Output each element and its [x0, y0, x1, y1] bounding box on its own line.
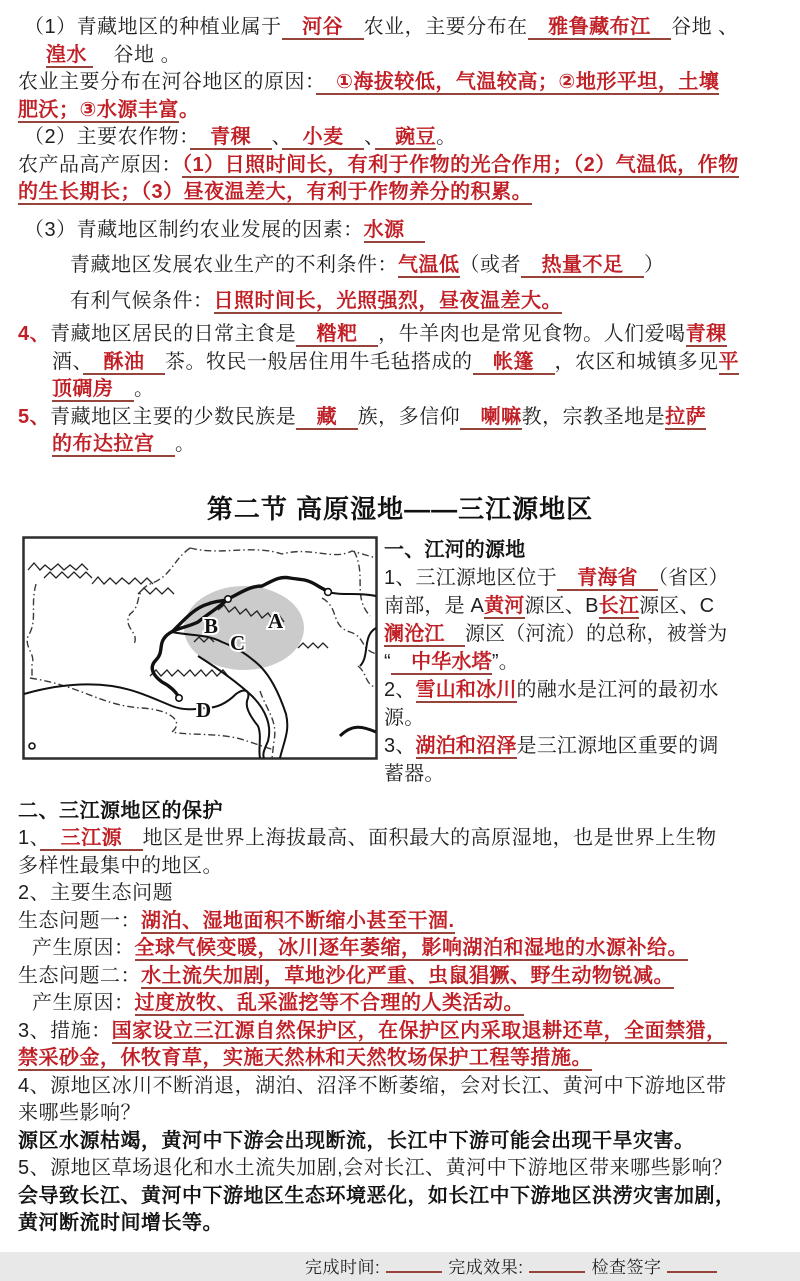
text-line [32, 990, 792, 1018]
answer-text: 肥沃；③水源丰富 [18, 99, 179, 123]
text-run: 。 [175, 433, 196, 455]
text-run: 一、江河的源地 [384, 539, 525, 561]
section-agriculture-notes [0, 0, 800, 459]
text-line [384, 760, 800, 788]
answer-text: 帐篷 [473, 351, 555, 375]
text-run: 、 [364, 126, 375, 148]
text-line [18, 908, 792, 936]
text-run: ，农区和城镇多见 [555, 351, 719, 373]
text-line [384, 732, 800, 760]
text-line [24, 217, 792, 245]
text-line [384, 620, 800, 648]
text-run: 生态问题一： [18, 910, 141, 932]
text-line [18, 1155, 792, 1183]
text-line [18, 1100, 792, 1128]
text-line [18, 1018, 792, 1046]
text-line [52, 431, 792, 459]
text-run: 蓄器。 [384, 763, 445, 785]
text-run: “ [384, 651, 391, 673]
text-run: 青藏地区发展农业生产的不利条件： [70, 254, 398, 276]
text-line [18, 963, 792, 991]
answer-text: 湖泊和沼泽 [416, 735, 517, 759]
text-run: ，牛羊肉也是常见食物。人们爱喝 [378, 323, 686, 345]
text-run: 有利气候条件： [70, 290, 214, 312]
answer-text: 拉萨 [665, 406, 706, 430]
text-run: 2、 [384, 679, 416, 701]
text-run: 青藏地区居民的日常主食是 [50, 323, 296, 345]
text-run: 生态问题二： [18, 965, 141, 987]
text-run: 源区水源枯竭，黄河中下游会出现断流，长江中下游可能会出现干旱灾害。 [18, 1130, 695, 1152]
text-line [70, 288, 792, 316]
answer-text: 青稞 [686, 323, 727, 347]
text-run: 源区、C [639, 595, 714, 617]
text-line [24, 14, 792, 42]
text-line [18, 1183, 792, 1211]
text-line [384, 648, 800, 676]
answer-text: 湖泊、湿地面积不断缩小甚至干涸. [141, 910, 455, 934]
blank-underline [529, 1256, 585, 1273]
text-run: 是三江源地区重要的调 [517, 735, 719, 757]
text-run: 二、三江源地区的保护 [18, 800, 223, 822]
text-run: 2、主要生态问题 [18, 882, 173, 904]
text-run: 。 [179, 99, 200, 121]
answer-text: 日照时间长，光照强烈，昼夜温差大。 [214, 290, 563, 314]
map-and-notes-columns [0, 536, 800, 788]
text-line [384, 536, 800, 564]
page-footer [0, 1254, 800, 1281]
text-run: 青藏地区主要的少数民族是 [50, 406, 296, 428]
answer-text: 青稞 [190, 126, 272, 150]
text-line [384, 564, 800, 592]
text-line [18, 179, 792, 207]
text-line [18, 152, 792, 180]
text-line [32, 935, 792, 963]
text-run: 、 [272, 126, 283, 148]
blank-underline [667, 1256, 717, 1273]
text-run: 1、 [18, 827, 40, 849]
answer-text: 中华水塔 [391, 651, 492, 675]
text-line [24, 124, 792, 152]
text-run: （省区） [658, 567, 729, 589]
river-sources-notes-column [378, 536, 800, 788]
answer-text: 的生长期长；（3）昼夜温差大，有利于作物养分的积累。 [18, 181, 532, 205]
text-run: 农业主要分布在河谷地区的原因： [18, 71, 316, 93]
text-run: （或者 [460, 254, 522, 276]
text-line [18, 880, 792, 908]
answer-text: 气温低 [398, 254, 460, 278]
answer-text: 的布达拉宫 [52, 433, 175, 457]
text-run: 4、源地区冰川不断消退，湖泊、沼泽不断萎缩，会对长江、黄河中下游地区带 [18, 1075, 727, 1097]
answer-text: 喇嘛 [460, 406, 522, 430]
answer-text: 三江源 [40, 827, 143, 851]
text-line [18, 798, 792, 826]
text-run: 产生原因： [32, 937, 135, 959]
text-run: 地区是世界上海拔最高、面积最大的高原湿地，也是世界上生物 [143, 827, 717, 849]
text-line [384, 704, 800, 732]
text-run: 黄河断流时间增长等。 [18, 1212, 223, 1234]
text-run: （1）青藏地区的种植业属于 [24, 16, 282, 38]
answer-text: （1）日照时间长，有利于作物的光合作用；（2）气温低，作物 [182, 154, 739, 178]
text-run: 1、三江源地区位于 [384, 567, 557, 589]
answer-text: 国家设立三江源自然保护区，在保护区内采取退耕还草，全面禁猎， [112, 1020, 727, 1044]
text-run: 5、 [18, 406, 50, 428]
answer-text: 小麦 [282, 126, 364, 150]
text-run: 会导致长江、黄河中下游地区生态环境恶化，如长江中下游地区洪涝灾害加剧， [18, 1185, 736, 1207]
text-line [18, 321, 792, 349]
text-run: 茶。牧民一般居住用牛毛毡搭成的 [165, 351, 473, 373]
text-run: 教，宗教圣地是 [522, 406, 666, 428]
text-line [18, 404, 792, 432]
text-run: 源区（河流）的总称，被誉为 [465, 623, 728, 645]
section-title: 第二节 高原湿地——三江源地区 [0, 489, 800, 526]
answer-text: 黄河 [484, 595, 524, 619]
answer-text: 长江 [599, 595, 639, 619]
text-run: 谷地 、 [671, 16, 739, 38]
answer-text: 澜沧江 [384, 623, 465, 647]
text-line [18, 69, 792, 97]
text-line [384, 592, 800, 620]
answer-text: 水源 [364, 219, 426, 243]
text-line [18, 853, 792, 881]
answer-text: 青海省 [557, 567, 658, 591]
text-run: ） [644, 254, 665, 276]
text-line [52, 376, 792, 404]
text-run: 来哪些影响？ [18, 1102, 141, 1124]
map-figure [0, 536, 378, 765]
answer-text: 雪山和冰川 [416, 679, 517, 703]
text-run: 4、 [18, 323, 50, 345]
map-label-b-yangtze-river: B [204, 614, 218, 638]
text-run: （2）主要农作物： [24, 126, 190, 148]
text-run: ”。 [492, 651, 519, 673]
text-line [18, 1210, 792, 1238]
text-line [18, 1128, 792, 1156]
text-run: 3、 [384, 735, 416, 757]
text-line [305, 1254, 800, 1281]
text-line [18, 1073, 792, 1101]
answer-text: 河谷 [282, 16, 364, 40]
text-line [46, 42, 792, 70]
text-run: 谷地 。 [93, 44, 181, 66]
answer-text: 全球气候变暖，冰川逐年萎缩，影响湖泊和湿地的水源补给。 [135, 937, 689, 961]
answer-text: 禁采砂金，休牧育草，实施天然林和天然牧场保护工程等措施。 [18, 1047, 592, 1071]
text-line [384, 676, 800, 704]
text-run: 农业，主要分布在 [364, 16, 528, 38]
text-line [18, 825, 792, 853]
text-run: （3）青藏地区制约农业发展的因素： [24, 219, 364, 241]
map-label-c-lancang-river: C [230, 631, 245, 655]
text-run: 源。 [384, 707, 424, 729]
text-run: 5、源地区草场退化和水土流失加剧,会对长江、黄河中下游地区带来哪些影响？ [18, 1157, 733, 1179]
text-run: 源区、B [525, 595, 599, 617]
text-line [18, 97, 792, 125]
text-run: 的融水是江河的最初水 [517, 679, 719, 701]
text-run: 多样性最集中的地区。 [18, 855, 223, 877]
map-label-d-river: D [196, 698, 211, 722]
text-line [70, 252, 792, 280]
answer-text: ①海拔较低，气温较高；②地形平坦，土壤 [316, 71, 720, 95]
answer-text: 酥油 [83, 351, 165, 375]
answer-text: 顶碉房 [52, 378, 134, 402]
text-line [52, 349, 792, 377]
answer-text: 豌豆 [375, 126, 437, 150]
text-run: 完成效果: [448, 1258, 523, 1277]
answer-text: 热量不足 [521, 254, 644, 278]
text-run: 产生原因： [32, 992, 135, 1014]
text-run: 。 [436, 126, 457, 148]
answer-text: 湟水 [46, 44, 93, 68]
blank-underline [386, 1256, 442, 1273]
answer-text: 过度放牧、乱采滥挖等不合理的人类活动。 [135, 992, 525, 1016]
text-run: 完成时间: [305, 1258, 380, 1277]
text-run: 族，多信仰 [358, 406, 461, 428]
three-rivers-source-map [22, 536, 378, 760]
text-run: 南部，是 A [384, 595, 484, 617]
text-run: 3、措施： [18, 1020, 112, 1042]
answer-text: 藏 [296, 406, 358, 430]
section-protection-notes [0, 798, 800, 1238]
text-run: 。 [134, 378, 155, 400]
text-run: 酒、 [52, 351, 83, 373]
answer-text: 雅鲁藏布江 [528, 16, 672, 40]
map-label-a-yellow-river: A [268, 609, 284, 633]
answer-text: 水土流失加剧，草地沙化严重、虫鼠猖獗、野生动物锐减。 [141, 965, 674, 989]
answer-text: 糌粑 [296, 323, 378, 347]
answer-text: 平 [719, 351, 740, 375]
text-line [18, 1045, 792, 1073]
text-run: 检查签字 [591, 1258, 661, 1277]
text-run: 农产品高产原因： [18, 154, 182, 176]
